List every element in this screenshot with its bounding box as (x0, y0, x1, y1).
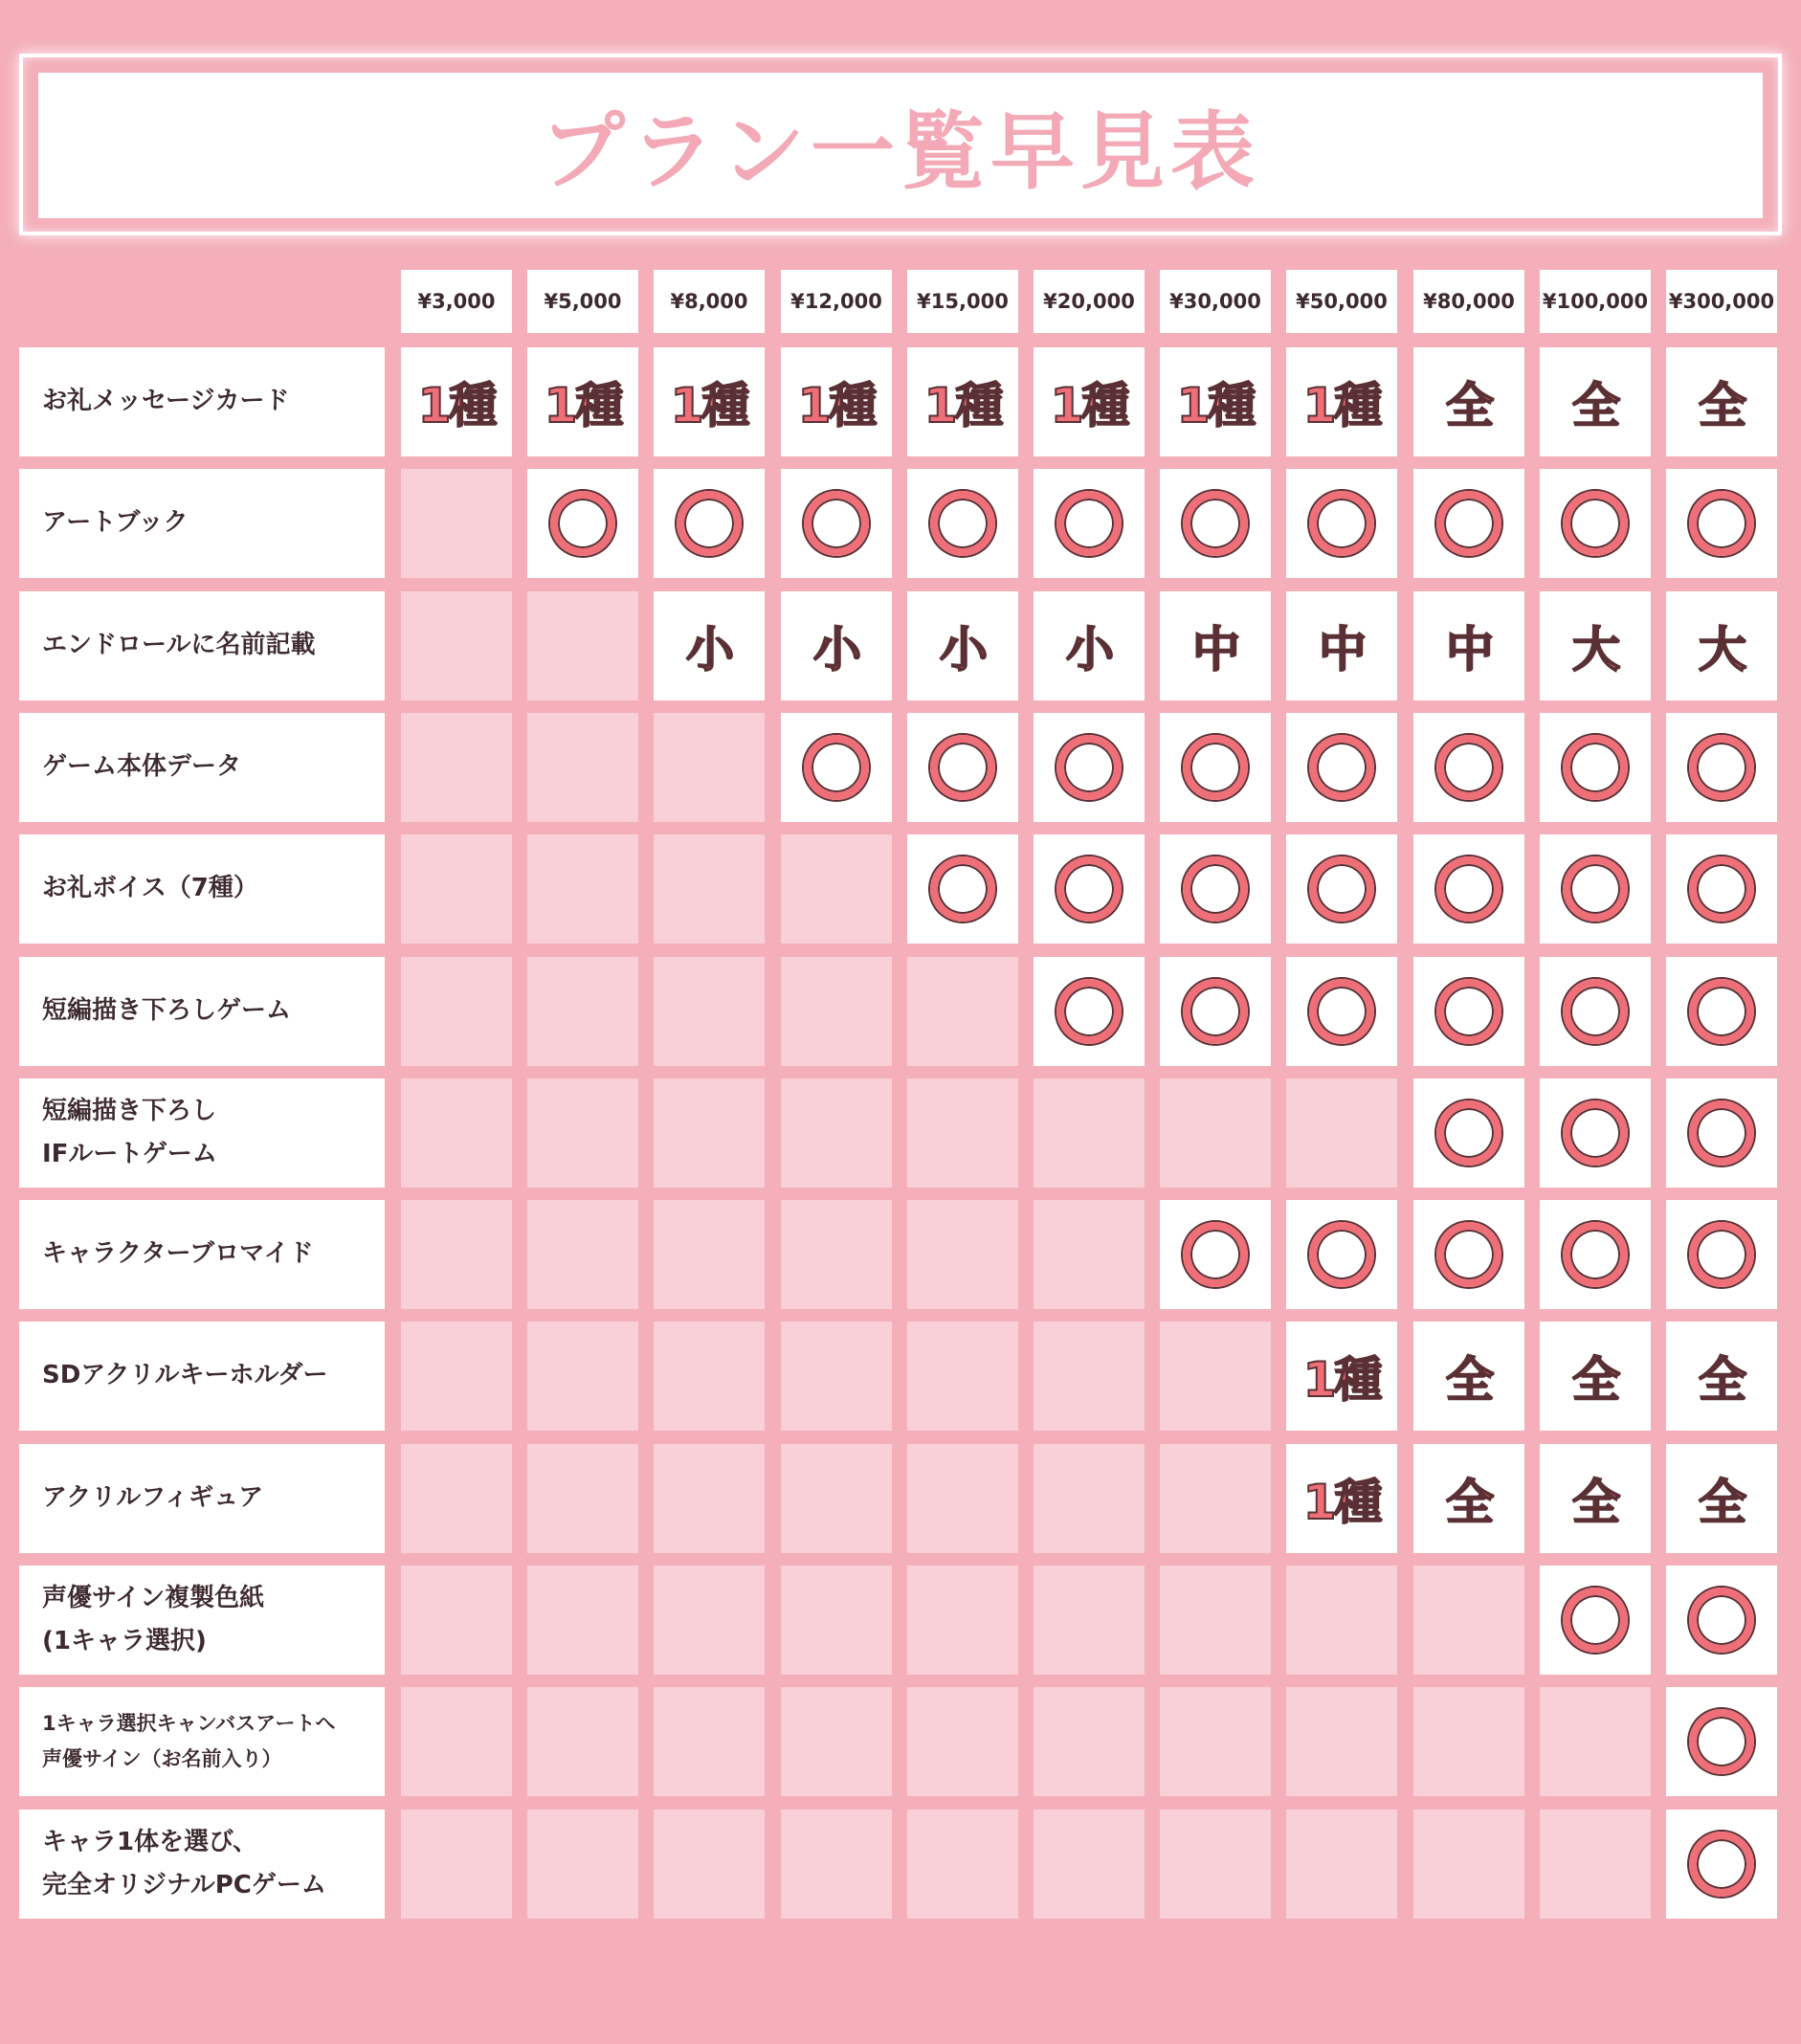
circle-icon (1309, 735, 1374, 800)
price-header: ¥20,000 (1034, 270, 1145, 333)
circle-icon (1309, 491, 1374, 556)
included-cell (1286, 834, 1397, 944)
row-label (19, 1200, 385, 1309)
circle-icon (1056, 856, 1122, 922)
included-cell (1034, 469, 1145, 578)
row-label (19, 1687, 385, 1796)
circle-icon (1436, 1222, 1501, 1287)
empty-cell (527, 1322, 638, 1431)
circle-icon (1563, 1588, 1628, 1653)
included-cell (1666, 834, 1777, 944)
cell-value: 全 (1446, 1475, 1492, 1530)
cell-value: 全 (1572, 1475, 1618, 1530)
empty-cell (1034, 1810, 1145, 1919)
cell-value: 大 (1699, 622, 1745, 678)
included-cell (1413, 1200, 1524, 1309)
value-cell (907, 591, 1018, 700)
empty-cell (1540, 1810, 1651, 1919)
empty-cell (907, 1566, 1018, 1675)
empty-cell (1413, 1566, 1524, 1675)
included-cell (1540, 1078, 1651, 1188)
value-cell (1286, 347, 1397, 456)
included-cell (1413, 713, 1524, 822)
row-label-text: エンドロールに名前記載 (42, 631, 316, 660)
included-cell (1413, 957, 1524, 1066)
price-header: ¥30,000 (1160, 270, 1271, 333)
empty-cell (527, 1444, 638, 1553)
row-label-text: 短編描き下ろし IFルートゲーム (42, 1096, 217, 1168)
empty-cell (527, 1078, 638, 1188)
cell-value: 1種 (1302, 378, 1381, 433)
circle-icon (550, 491, 615, 556)
cell-value: 1種 (544, 378, 622, 433)
row-label-text: アートブック (42, 508, 189, 538)
empty-cell (1034, 1200, 1145, 1309)
circle-icon (1309, 856, 1374, 922)
row-label-text: お礼メッセージカード (42, 387, 290, 416)
included-cell (1666, 1566, 1777, 1675)
title-box (38, 73, 1763, 218)
included-cell (1286, 957, 1397, 1066)
cell-value: 大 (1572, 622, 1618, 678)
circle-icon (1689, 491, 1754, 556)
included-cell (907, 713, 1018, 822)
circle-icon (1563, 979, 1628, 1044)
row-label (19, 1444, 385, 1553)
circle-icon (1056, 491, 1122, 556)
empty-cell (781, 1078, 892, 1188)
price-header: ¥3,000 (401, 270, 512, 333)
empty-cell (907, 1200, 1018, 1309)
empty-cell (654, 834, 765, 944)
empty-cell (527, 1687, 638, 1796)
row-label-text: キャラクターブロマイド (42, 1239, 314, 1269)
cell-value: 小 (1066, 622, 1112, 678)
cell-value: 1種 (1176, 378, 1255, 433)
included-cell (1540, 834, 1651, 944)
empty-cell (401, 591, 512, 700)
empty-cell (1160, 1687, 1271, 1796)
value-cell (1160, 591, 1271, 700)
included-cell (1666, 1200, 1777, 1309)
cell-value: 中 (1446, 622, 1492, 678)
included-cell (654, 469, 765, 578)
empty-cell (654, 713, 765, 822)
empty-cell (401, 957, 512, 1066)
circle-icon (1056, 735, 1122, 800)
row-label (19, 1322, 385, 1431)
included-cell (1413, 469, 1524, 578)
empty-cell (654, 1200, 765, 1309)
value-cell (527, 347, 638, 456)
circle-icon (1563, 1100, 1628, 1166)
value-cell (1666, 591, 1777, 700)
empty-cell (1034, 1566, 1145, 1675)
empty-cell (654, 1566, 765, 1675)
circle-icon (1563, 735, 1628, 800)
included-cell (1286, 1200, 1397, 1309)
included-cell (1540, 1566, 1651, 1675)
cell-value: 1種 (1302, 1352, 1381, 1408)
circle-icon (1689, 1222, 1754, 1287)
included-cell (1413, 834, 1524, 944)
empty-cell (781, 1444, 892, 1553)
circle-icon (804, 491, 869, 556)
price-header: ¥12,000 (781, 270, 892, 333)
empty-cell (654, 1078, 765, 1188)
cell-value: 小 (686, 622, 732, 678)
empty-cell (907, 1322, 1018, 1431)
row-label-text: 短編描き下ろしゲーム (42, 996, 292, 1026)
empty-cell (401, 1444, 512, 1553)
empty-cell (401, 1687, 512, 1796)
row-label-text: 声優サイン複製色紙 (1キャラ選択) (42, 1583, 265, 1655)
circle-icon (1689, 1709, 1754, 1774)
empty-cell (1160, 1322, 1271, 1431)
empty-cell (1034, 1078, 1145, 1188)
empty-cell (1160, 1444, 1271, 1553)
cell-value: 中 (1319, 622, 1365, 678)
value-cell (1286, 1444, 1397, 1553)
empty-cell (1286, 1687, 1397, 1796)
empty-cell (1413, 1810, 1524, 1919)
price-header: ¥50,000 (1286, 270, 1397, 333)
circle-icon (677, 491, 742, 556)
circle-icon (1183, 856, 1248, 922)
row-label (19, 347, 385, 456)
empty-cell (1034, 1687, 1145, 1796)
circle-icon (1689, 979, 1754, 1044)
empty-cell (907, 1078, 1018, 1188)
row-label (19, 591, 385, 700)
empty-cell (401, 469, 512, 578)
row-label-text: アクリルフィギュア (42, 1483, 264, 1513)
circle-icon (1183, 979, 1248, 1044)
value-cell (781, 591, 892, 700)
row-label (19, 713, 385, 822)
cell-value: 全 (1699, 1475, 1745, 1530)
page-title: プラン一覧早見表 (540, 102, 1260, 201)
circle-icon (1563, 491, 1628, 556)
empty-cell (1413, 1687, 1524, 1796)
empty-cell (781, 957, 892, 1066)
empty-cell (654, 1810, 765, 1919)
included-cell (1540, 1200, 1651, 1309)
circle-icon (930, 856, 995, 922)
row-label (19, 1566, 385, 1675)
circle-icon (1436, 1100, 1501, 1166)
empty-cell (401, 713, 512, 822)
value-cell (1034, 591, 1145, 700)
value-cell (401, 347, 512, 456)
included-cell (907, 469, 1018, 578)
included-cell (1666, 713, 1777, 822)
empty-cell (654, 957, 765, 1066)
empty-cell (401, 1810, 512, 1919)
row-label (19, 957, 385, 1066)
value-cell (1286, 591, 1397, 700)
circle-icon (1689, 856, 1754, 922)
cell-value: 全 (1572, 378, 1618, 433)
included-cell (781, 713, 892, 822)
included-cell (1160, 713, 1271, 822)
value-cell (1540, 1322, 1651, 1431)
included-cell (1666, 1078, 1777, 1188)
value-cell (781, 347, 892, 456)
value-cell (1034, 347, 1145, 456)
row-label (19, 469, 385, 578)
circle-icon (804, 735, 869, 800)
empty-cell (1160, 1566, 1271, 1675)
circle-icon (1436, 735, 1501, 800)
included-cell (1540, 957, 1651, 1066)
empty-cell (654, 1322, 765, 1431)
included-cell (527, 469, 638, 578)
empty-cell (527, 1810, 638, 1919)
value-cell (907, 347, 1018, 456)
cell-value: 1種 (417, 378, 496, 433)
empty-cell (781, 1322, 892, 1431)
row-label (19, 1810, 385, 1919)
included-cell (1413, 1078, 1524, 1188)
circle-icon (1436, 491, 1501, 556)
empty-cell (1540, 1687, 1651, 1796)
empty-cell (1286, 1078, 1397, 1188)
circle-icon (1563, 1222, 1628, 1287)
empty-cell (654, 1687, 765, 1796)
price-header: ¥15,000 (907, 270, 1018, 333)
row-label-text: お礼ボイス（7種） (42, 874, 258, 903)
empty-cell (527, 1566, 638, 1675)
included-cell (1666, 469, 1777, 578)
included-cell (1666, 1810, 1777, 1919)
empty-cell (781, 1200, 892, 1309)
circle-icon (1183, 1222, 1248, 1287)
circle-icon (1183, 491, 1248, 556)
circle-icon (1689, 735, 1754, 800)
price-header: ¥80,000 (1413, 270, 1524, 333)
empty-cell (1034, 1444, 1145, 1553)
value-cell (1666, 1444, 1777, 1553)
cell-value: 1種 (923, 378, 1002, 433)
empty-cell (401, 1078, 512, 1188)
included-cell (1160, 834, 1271, 944)
empty-cell (1034, 1322, 1145, 1431)
included-cell (1286, 713, 1397, 822)
empty-cell (527, 713, 638, 822)
empty-cell (1160, 1810, 1271, 1919)
circle-icon (1183, 735, 1248, 800)
empty-cell (781, 1687, 892, 1796)
cell-value: 全 (1446, 1352, 1492, 1408)
circle-icon (1689, 1100, 1754, 1166)
value-cell (1540, 591, 1651, 700)
empty-cell (907, 1444, 1018, 1553)
included-cell (1540, 713, 1651, 822)
included-cell (1286, 469, 1397, 578)
included-cell (1034, 834, 1145, 944)
row-label-text: ゲーム本体データ (42, 752, 242, 782)
empty-cell (1160, 1078, 1271, 1188)
value-cell (1666, 1322, 1777, 1431)
empty-cell (527, 1200, 638, 1309)
row-label-text: キャラ1体を選び、 完全オリジナルPCゲーム (42, 1827, 326, 1900)
value-cell (1413, 347, 1524, 456)
cell-value: 全 (1699, 1352, 1745, 1408)
included-cell (1160, 469, 1271, 578)
circle-icon (1436, 856, 1501, 922)
value-cell (654, 591, 765, 700)
empty-cell (401, 834, 512, 944)
row-label-text: 1キャラ選択キャンバスアートへ 声優サイン（お名前入り） (42, 1712, 336, 1770)
empty-cell (654, 1444, 765, 1553)
value-cell (1666, 347, 1777, 456)
empty-cell (1286, 1810, 1397, 1919)
cell-value: 中 (1192, 622, 1238, 678)
price-header: ¥5,000 (527, 270, 638, 333)
empty-cell (1286, 1566, 1397, 1675)
price-header: ¥300,000 (1666, 270, 1777, 333)
empty-cell (401, 1566, 512, 1675)
price-header: ¥100,000 (1540, 270, 1651, 333)
included-cell (1160, 957, 1271, 1066)
value-cell (1160, 347, 1271, 456)
value-cell (1286, 1322, 1397, 1431)
included-cell (781, 469, 892, 578)
included-cell (907, 834, 1018, 944)
cell-value: 全 (1699, 378, 1745, 433)
empty-cell (527, 834, 638, 944)
circle-icon (1689, 1588, 1754, 1653)
value-cell (1540, 347, 1651, 456)
empty-cell (907, 957, 1018, 1066)
empty-cell (907, 1810, 1018, 1919)
cell-value: 全 (1446, 378, 1492, 433)
value-cell (654, 347, 765, 456)
empty-cell (907, 1687, 1018, 1796)
included-cell (1034, 957, 1145, 1066)
included-cell (1666, 1687, 1777, 1796)
included-cell (1160, 1200, 1271, 1309)
circle-icon (1563, 856, 1628, 922)
cell-value: 1種 (670, 378, 748, 433)
circle-icon (1309, 979, 1374, 1044)
empty-cell (527, 591, 638, 700)
row-label (19, 834, 385, 944)
price-header: ¥8,000 (654, 270, 765, 333)
cell-value: 全 (1572, 1352, 1618, 1408)
row-label-text: SDアクリルキーホルダー (42, 1361, 328, 1390)
cell-value: 小 (940, 622, 986, 678)
cell-value: 小 (813, 622, 859, 678)
circle-icon (1309, 1222, 1374, 1287)
empty-cell (781, 834, 892, 944)
empty-cell (781, 1810, 892, 1919)
empty-cell (527, 957, 638, 1066)
value-cell (1540, 1444, 1651, 1553)
value-cell (1413, 1322, 1524, 1431)
cell-value: 1種 (1302, 1475, 1381, 1530)
circle-icon (930, 491, 995, 556)
cell-value: 1種 (1050, 378, 1128, 433)
empty-cell (781, 1566, 892, 1675)
empty-cell (401, 1322, 512, 1431)
circle-icon (1056, 979, 1122, 1044)
value-cell (1413, 1444, 1524, 1553)
value-cell (1413, 591, 1524, 700)
included-cell (1034, 713, 1145, 822)
empty-cell (401, 1200, 512, 1309)
circle-icon (1689, 1832, 1754, 1897)
row-label (19, 1078, 385, 1188)
included-cell (1666, 957, 1777, 1066)
circle-icon (930, 735, 995, 800)
cell-value: 1種 (797, 378, 876, 433)
included-cell (1540, 469, 1651, 578)
circle-icon (1436, 979, 1501, 1044)
